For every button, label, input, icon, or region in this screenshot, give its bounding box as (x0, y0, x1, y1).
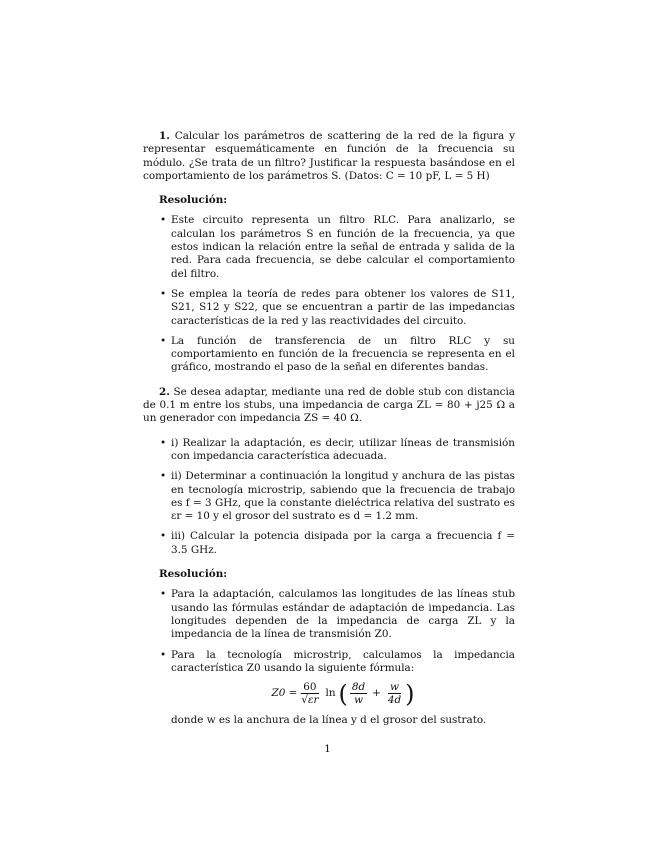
list-item: • Este circuito representa un filtro RLC. Para analizarlo, se calculan los parámetros S en función de la frecuencia, ya que estos indican la relación entre la señal de entrada y salida de la red. Para cada frecuencia, se debe calcular el comportamiento del filtro. (160, 214, 515, 280)
list-item: • ii) Determinar a continuación la longitud y anchura de las pistas en tecnología microstrip, sabiendo que la frecuencia de trabajo es f = 3 GHz, que la constante dieléctrica relativa del sustrato es εr = 10 y el grosor del sustrato es d = 1.2 mm. (160, 470, 515, 523)
formula-fraction-3: $\frac{w}{4d}$ (387, 681, 402, 707)
page-number: 1 (324, 743, 331, 755)
problem-2-list (143, 437, 515, 557)
formula-ln: ln (325, 686, 336, 699)
document-body (143, 130, 515, 727)
list-item: • iii) Calcular la potencia disipada por la carga a frecuencia f = 3.5 GHz. (160, 530, 515, 556)
formula-fraction-2: $\frac{8d}{w}$ (351, 681, 366, 707)
resolution-2-list (143, 588, 515, 727)
formula-fraction-1: $\frac{60}{√\varepsilon r}$ (301, 681, 319, 707)
formula-lhs: Z0 = (271, 686, 298, 699)
resolution-2-heading: Resolución: (159, 568, 228, 581)
microstrip-formula: Z0 = $\frac{60}{√\varepsilon r}$ ln ( $\frac{8d}{w}$ + $\frac{w}{4d}$ ) (271, 679, 415, 708)
list-item: • i) Realizar la adaptación, es decir, utilizar líneas de transmisión con impedancia característica adecuada. (160, 436, 515, 462)
list-item: • Se emplea la teoría de redes para obtener los valores de S11, S21, S12 y S22, que se encuentran a partir de las impedancias características de la red y las reactividades del circuito. (160, 287, 515, 327)
problem-2-number: 2. (159, 385, 170, 398)
resolution-1-list (143, 214, 515, 374)
resolution-1-heading: Resolución: (159, 194, 228, 207)
problem-1-text: Calcular los parámetros de scattering de la red de la figura y representar esquemáticamente en función de la frecuencia su módulo. ¿Se trata de un filtro? Justificar la respuesta basándose en el comportamiento de los parámetros S. (Datos: C = 10 pF, L = 5 H) (143, 130, 515, 182)
problem-1 (143, 130, 515, 183)
problem-2-text: Se desea adaptar, mediante una red de doble stub con distancia de 0.1 m entre los stubs, una impedancia de carga ZL = 80 + j25 Ω a un generador con impedancia ZS = 40 Ω. (143, 385, 515, 425)
list-item: • Para la tecnología microstrip, calculamos la impedancia característica Z0 usando la siguiente fórmula: Z0 = $\frac{60}{√\varepsilon r}$ ln ( $\frac{8d}{w}$ + $\frac{w}{4d}$ ) donde w es la anchura de la línea y d el grosor del sustrato. (160, 648, 515, 727)
problem-1-number: 1. (159, 130, 170, 142)
problem-2 (143, 386, 515, 426)
list-item: • Para la adaptación, calculamos las longitudes de las líneas stub usando las fórmulas estándar de adaptación de impedancia. Las longitudes dependen de la impedancia de carga ZL y la impedancia de la línea de transmisión Z0. (160, 588, 515, 641)
formula-explanation: donde w es la anchura de la línea y d el grosor del sustrato. (171, 714, 487, 727)
list-item: • La función de transferencia de un filtro RLC y su comportamiento en función de la frecuencia se representa en el gráfico, mostrando el paso de la señal en diferentes bandas. (160, 334, 515, 374)
